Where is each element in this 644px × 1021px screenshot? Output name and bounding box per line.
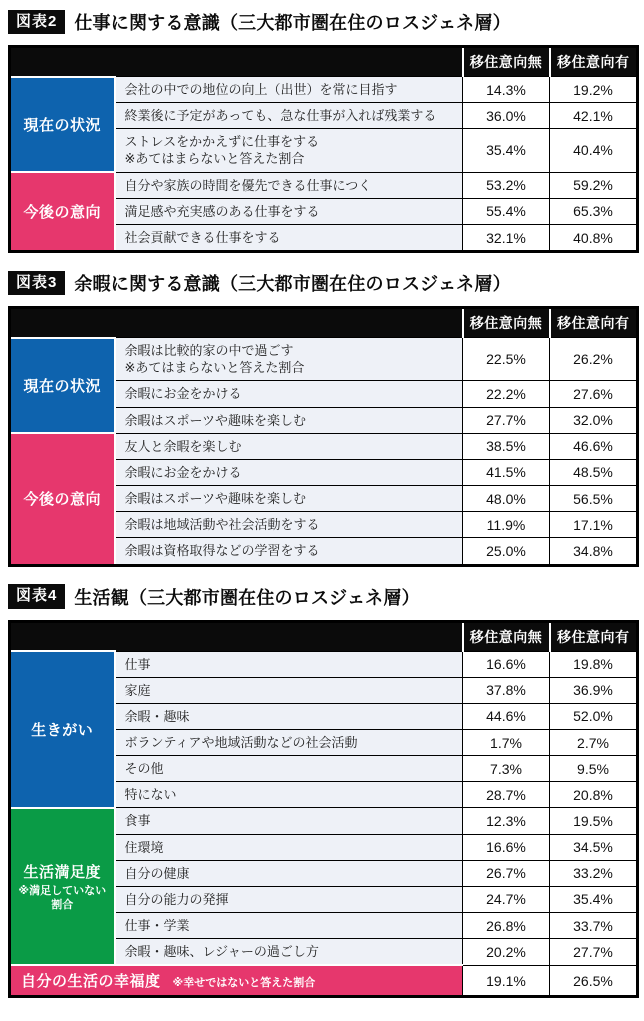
item-text: 特にない: [124, 787, 177, 803]
item-cell: [115, 834, 463, 860]
item-text: 余暇は地域活動や社会活動をする: [124, 517, 320, 533]
table-body: [10, 77, 638, 252]
item-cell: [115, 756, 463, 782]
table-head: [10, 47, 638, 77]
item-text: 余暇にお金をかける: [124, 464, 242, 480]
value-cell: 44.6%: [463, 703, 550, 729]
figure2-title-bar: [8, 9, 636, 35]
footer-note: ※幸せではないと答えた割合: [172, 977, 316, 990]
value-cell: 59.2%: [550, 172, 638, 198]
group-label-cell: [10, 338, 115, 434]
item-cell: [115, 198, 463, 224]
value-cell: 7.3%: [463, 756, 550, 782]
item-cell: [115, 651, 463, 677]
value-cell: 16.6%: [463, 651, 550, 677]
value-cell: 16.6%: [463, 834, 550, 860]
item-text: ※あてはまらないと答えた割合: [124, 151, 305, 167]
item-cell: [115, 703, 463, 729]
item-text: 余暇は資格取得などの学習をする: [124, 543, 320, 559]
figure3-title: 余暇に関する意識（三大都市圏在住のロスジェネ層）: [74, 274, 511, 295]
value-cell: 41.5%: [463, 459, 550, 485]
group-label: 今後の意向: [23, 491, 101, 509]
column-header: 移住意向有: [550, 621, 638, 651]
item-text: 社会貢献できる仕事をする: [124, 229, 281, 245]
figure4-table: [8, 620, 639, 999]
value-cell: 19.1%: [463, 965, 550, 997]
item-text: 仕事: [124, 656, 151, 672]
value-cell: 22.2%: [463, 381, 550, 407]
figure4-badge: 図表4: [8, 584, 65, 609]
value-cell: 37.8%: [463, 677, 550, 703]
table-row: [10, 338, 638, 381]
value-cell: 14.3%: [463, 77, 550, 103]
item-text: 余暇はスポーツや趣味を楽しむ: [124, 412, 306, 428]
header-corner: [10, 308, 463, 338]
value-cell: 33.7%: [550, 913, 638, 939]
value-cell: 27.7%: [550, 939, 638, 966]
group-label: 生きがい: [31, 721, 94, 739]
section-figure3: [8, 270, 636, 566]
column-header: 移住意向無: [463, 47, 550, 77]
footer-label: 自分の生活の幸福度: [21, 973, 161, 991]
group-label-cell: [10, 77, 115, 173]
table-body: [10, 338, 638, 565]
item-text: 仕事・学業: [124, 918, 190, 934]
column-header: 移住意向無: [463, 621, 550, 651]
item-text: 余暇はスポーツや趣味を楽しむ: [124, 491, 306, 507]
item-cell: [115, 512, 463, 538]
group-note: ※満足していない割合: [18, 884, 107, 912]
value-cell: 35.4%: [463, 129, 550, 172]
value-cell: 28.7%: [463, 782, 550, 808]
value-cell: 11.9%: [463, 512, 550, 538]
item-text: 余暇・趣味、レジャーの過ごし方: [124, 944, 319, 960]
table-row: [10, 433, 638, 459]
group-label: 今後の意向: [23, 204, 101, 222]
value-cell: 33.2%: [550, 860, 638, 886]
value-cell: 20.2%: [463, 939, 550, 966]
table-body: [10, 651, 638, 997]
value-cell: 52.0%: [550, 703, 638, 729]
value-cell: 42.1%: [550, 103, 638, 129]
figure2-table: [8, 45, 639, 253]
value-cell: 1.7%: [463, 729, 550, 755]
item-text: 余暇は比較的家の中で過ごす: [124, 343, 294, 359]
item-cell: [115, 782, 463, 808]
item-text: 自分の能力の発揮: [124, 891, 229, 907]
value-cell: 19.5%: [550, 808, 638, 834]
section-figure4: [8, 584, 636, 999]
item-text: 余暇・趣味: [124, 708, 190, 724]
item-cell: [115, 407, 463, 433]
item-cell: [115, 729, 463, 755]
value-cell: 17.1%: [550, 512, 638, 538]
item-text: ※あてはまらないと答えた割合: [124, 360, 305, 376]
value-cell: 36.9%: [550, 677, 638, 703]
value-cell: 53.2%: [463, 172, 550, 198]
value-cell: 27.6%: [550, 381, 638, 407]
group-label: 現在の状況: [23, 116, 101, 134]
item-cell: [115, 224, 463, 251]
footer-label-cell: [10, 965, 463, 997]
header-corner: [10, 47, 463, 77]
value-cell: 55.4%: [463, 198, 550, 224]
column-header: 移住意向有: [550, 47, 638, 77]
value-cell: 9.5%: [550, 756, 638, 782]
value-cell: 19.8%: [550, 651, 638, 677]
item-cell: [115, 129, 463, 172]
value-cell: 19.2%: [550, 77, 638, 103]
column-header: 移住意向無: [463, 308, 550, 338]
item-cell: [115, 939, 463, 966]
table-row: [10, 77, 638, 103]
item-cell: [115, 886, 463, 912]
value-cell: 40.4%: [550, 129, 638, 172]
column-header: 移住意向有: [550, 308, 638, 338]
table-head: [10, 308, 638, 338]
value-cell: 32.0%: [550, 407, 638, 433]
value-cell: 40.8%: [550, 224, 638, 251]
footer-row: [10, 965, 638, 997]
item-cell: [115, 459, 463, 485]
value-cell: 34.5%: [550, 834, 638, 860]
item-text: 余暇にお金をかける: [124, 386, 242, 402]
group-label-cell: [10, 808, 115, 965]
item-cell: [115, 103, 463, 129]
value-cell: 38.5%: [463, 433, 550, 459]
item-cell: [115, 538, 463, 565]
item-text: その他: [124, 761, 164, 777]
value-cell: 24.7%: [463, 886, 550, 912]
item-cell: [115, 860, 463, 886]
figure2-badge: 図表2: [8, 10, 65, 35]
value-cell: 26.8%: [463, 913, 550, 939]
value-cell: 27.7%: [463, 407, 550, 433]
item-cell: [115, 808, 463, 834]
header-row: [10, 308, 638, 338]
header-corner: [10, 621, 463, 651]
group-label: 生活満足度: [23, 863, 101, 881]
value-cell: 35.4%: [550, 886, 638, 912]
value-cell: 34.8%: [550, 538, 638, 565]
item-text: 家庭: [124, 682, 151, 698]
item-text: 自分の健康: [124, 865, 190, 881]
item-text: 会社の中での地位の向上（出世）を常に目指す: [124, 82, 398, 97]
value-cell: 32.1%: [463, 224, 550, 251]
item-text: 自分や家族の時間を優先できる仕事につく: [124, 177, 372, 193]
table-row: [10, 808, 638, 834]
value-cell: 26.2%: [550, 338, 638, 381]
table-row: [10, 172, 638, 198]
value-cell: 48.5%: [550, 459, 638, 485]
value-cell: 22.5%: [463, 338, 550, 381]
item-cell: [115, 172, 463, 198]
group-label-cell: [10, 172, 115, 251]
figure3-title-bar: [8, 270, 636, 296]
value-cell: 46.6%: [550, 433, 638, 459]
value-cell: 56.5%: [550, 486, 638, 512]
header-row: [10, 621, 638, 651]
value-cell: 2.7%: [550, 729, 638, 755]
figure4-title: 生活観（三大都市圏在住のロスジェネ層）: [74, 587, 420, 608]
value-cell: 65.3%: [550, 198, 638, 224]
figure2-title: 仕事に関する意識（三大都市圏在住のロスジェネ層）: [74, 13, 511, 33]
item-cell: [115, 381, 463, 407]
group-label-cell: [10, 433, 115, 565]
value-cell: 12.3%: [463, 808, 550, 834]
item-cell: [115, 913, 463, 939]
item-text: 食事: [124, 813, 151, 829]
item-text: ストレスをかかえずに仕事をする: [124, 134, 320, 150]
value-cell: 48.0%: [463, 486, 550, 512]
header-row: [10, 47, 638, 77]
item-text: ボランティアや地域活動などの社会活動: [124, 734, 358, 750]
item-cell: [115, 677, 463, 703]
item-text: 友人と余暇を楽しむ: [124, 438, 242, 454]
item-text: 終業後に予定があっても、急な仕事が入れば残業する: [124, 108, 437, 124]
group-label-cell: [10, 651, 115, 808]
value-cell: 36.0%: [463, 103, 550, 129]
group-label: 現在の状況: [23, 377, 101, 395]
section-figure2: [8, 9, 636, 253]
item-cell: [115, 486, 463, 512]
figure4-title-bar: [8, 584, 636, 610]
value-cell: 26.7%: [463, 860, 550, 886]
value-cell: 20.8%: [550, 782, 638, 808]
table-head: [10, 621, 638, 651]
table-row: [10, 651, 638, 677]
figure3-table: [8, 306, 639, 566]
item-cell: [115, 77, 463, 103]
item-cell: [115, 433, 463, 459]
item-text: 住環境: [124, 839, 164, 855]
value-cell: 25.0%: [463, 538, 550, 565]
item-cell: [115, 338, 463, 381]
figure3-badge: 図表3: [8, 271, 65, 296]
value-cell: 26.5%: [550, 965, 638, 997]
item-text: 満足感や充実感のある仕事をする: [124, 203, 320, 219]
